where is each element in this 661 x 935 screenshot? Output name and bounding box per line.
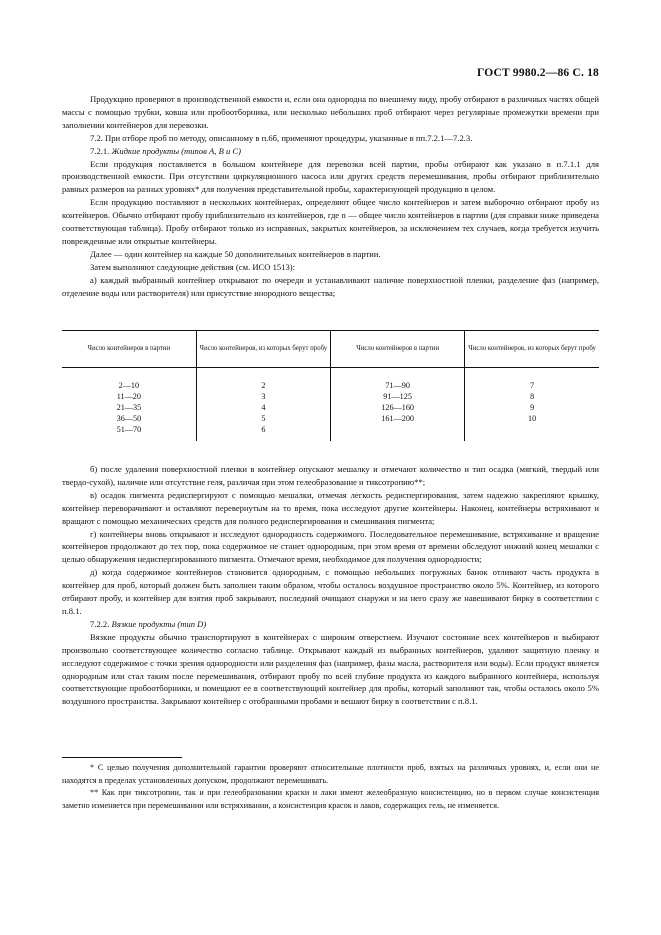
footnote-divider bbox=[62, 757, 182, 758]
table-header-cell: Число контейнеров, из которых берут пробу bbox=[465, 331, 599, 368]
section-number: 7.2.1. bbox=[90, 145, 112, 156]
paragraph: д) когда содержимое контейнеров становится однородным, с помощью небольших погружных банок отливают часть продукта в контейнер для проб, который должен быть заполнен таким образом, чтобы осталось воздушное пространство около 5%. Контейнер, из которого отбирают пробу, и контейнер для взятия проб закрывают, последний очищают снаружи и на него сразу же навешивают бирку в соответствии с п.8.1. bbox=[62, 567, 599, 616]
table-header-cell: Число контейнеров, из которых берут пробу bbox=[196, 331, 330, 368]
table-cell: 21—35 bbox=[116, 403, 142, 412]
footnote: ** Как при тиксотропии, так и при гелеобразовании краски и лаки имеют желеобразную консистенцию, но в первом случае консистенция заметно изменяется при перемешивании или встряхивании, а консистенция красок и лаков, содержащих гель, не изменяется. bbox=[62, 788, 599, 810]
page-header: ГОСТ 9980.2—86 С. 18 bbox=[476, 67, 599, 79]
table-row bbox=[62, 368, 599, 392]
paragraph: Вязкие продукты обычно транспортируют в контейнерах с широким отверстием. Изучают состояние всех контейнеров и выбирают произвольно соответствующее количество согласно таблице. Открывают каждый из выбранных контейнеров, удаляют защитную пленку и исследуют содержимое с точки зрения однородности или разделения фаз (например, фазы масла, растворителя или воды). Если продукт является однородным или стал таким после перемешивания, отбирают пробу по всей глубине продукта из каждого выбранного контейнера, используя соответствующие пробоотборники, и помещают ее в соответствующий контейнер для пробы, который заполняют так, чтобы осталось около 5% воздушного пространства. Закрывают контейнер с отобранными пробами и вешают бирку в соответствии с п.8.1. bbox=[62, 631, 599, 707]
paragraph: а) каждый выбранный контейнер открывают по очереди и устанавливают наличие поверхностной пленки, разделение фаз (например, отделение воды или растворителя) или присутствие инородного вещества; bbox=[62, 274, 599, 298]
table-cell: 5 bbox=[196, 413, 330, 424]
table-cell: 91—125 bbox=[331, 391, 465, 402]
footnote: * С целью получения дополнительной гарантии проверяют относительные плотности проб, взятых на различных уровнях, и, если они не находятся в пределах установленных допуском, продолжают перемешивать. bbox=[62, 763, 599, 785]
section-title: Вязкие продукты (тип D) bbox=[111, 618, 207, 629]
section-title: Жидкие продукты (типов А, В и С) bbox=[111, 145, 242, 156]
table-header-cell: Число контейнеров в партии bbox=[62, 331, 196, 368]
table-cell bbox=[331, 424, 465, 441]
table-cell: 2—10 bbox=[118, 381, 140, 390]
paragraph: Далее — один контейнер на каждые 50 дополнительных контейнеров в партии. bbox=[90, 248, 381, 259]
section-heading bbox=[62, 145, 599, 158]
table-row bbox=[62, 402, 599, 413]
table-cell: 161—200 bbox=[331, 413, 465, 424]
table-cell: 51—70 bbox=[116, 425, 142, 434]
table-row bbox=[62, 391, 599, 402]
table-cell: 2 bbox=[196, 368, 330, 392]
paragraph: Продукцию проверяют в производственной емкости и, если она однородна по внешнему виду, пробу отбирают в различных частях общей массы с помощью трубки, ковша или пробоотборника, или несколько небольших проб отбирают через регулярные промежутки времени при заполнении контейнеров для перевозки. bbox=[62, 94, 599, 130]
paragraph: Если продукцию поставляют в нескольких контейнерах, определяют общее число контейнеров и затем выборочно отбирают пробу из контейнеров. Обычно отбирают пробу приблизительно из контейнеров, где n — общее число контейнеров в партии (для справки ниже приведена соответствующая таблица). Пробу отбирают только из исправных, закрытых контейнеров, за исключением тех случаев, когда требуется изучить поврежденные или открытые контейнеры. bbox=[62, 197, 599, 246]
table-cell: 7 bbox=[465, 368, 599, 392]
table-cell: 3 bbox=[196, 391, 330, 402]
table-cell bbox=[465, 424, 599, 441]
table-row bbox=[62, 424, 599, 441]
paragraph: г) контейнеры вновь открывают и исследуют однородность содержимого. Последовательное перемешивание, встряхивание и вращение контейнеров продолжают до тех пор, пока содержимое не станет однородным, при этом время от времени обследуют нижний конец мешалки с целью обнаружения недиспергированного пигмента. Отмечают время, необходимое для получения однородности; bbox=[62, 528, 599, 565]
section-number: 7.2.2. bbox=[90, 618, 112, 629]
paragraph: б) после удаления поверхностной пленки в контейнер опускают мешалку и отмечают количество и тип осадка (мягкий, твердый или твердо-сухой), наличие или отсутствие геля, различая при этом гелеобразование и тиксотропию**; bbox=[62, 464, 599, 487]
paragraph: Если продукция поставляется в большом контейнере для перевозки всей партии, пробы отбирают как указано в п.7.1.1 для производственной емкости. При отсутствии циркуляционного насоса или других средств перемешивания, пробы отбирают приблизительно равных размеров на разных уровнях* для получения представительной пробы, характеризующей продукцию в целом. bbox=[62, 158, 599, 195]
table-cell: 71—90 bbox=[331, 368, 465, 392]
table-cell: 8 bbox=[465, 391, 599, 402]
table-header-cell: Число контейнеров в партии bbox=[331, 331, 465, 368]
table-cell: 4 bbox=[196, 402, 330, 413]
table-cell: 126—160 bbox=[331, 402, 465, 413]
section-heading bbox=[62, 618, 599, 631]
table-cell: 9 bbox=[465, 402, 599, 413]
upper-text bbox=[62, 93, 599, 300]
footnotes bbox=[62, 762, 599, 812]
paragraph: Затем выполняют следующие действия (см. ИСО 1513): bbox=[90, 261, 296, 272]
paragraph: в) осадок пигмента редиспергируют с помощью мешалки, отмечая легкость редиспергирования, затем надежно закрепляют крышку, контейнер переворачивают и оставляют перевернутым на то время, пока исследуют другие контейнеры. Наконец, контейнеры встряхивают и вращают с помощью механических средств для полного редиспергирования и смешивания пигмента; bbox=[62, 489, 599, 526]
sampling-table bbox=[62, 330, 599, 441]
table-row bbox=[62, 413, 599, 424]
table-header-row bbox=[62, 331, 599, 368]
lower-text bbox=[62, 463, 599, 708]
table-cell: 11—20 bbox=[116, 392, 141, 401]
paragraph: 7.2. При отборе проб по методу, описанному в п.6б, применяют процедуры, указанные в пп.7.2.1—7.2.3. bbox=[90, 132, 473, 143]
table-cell: 36—50 bbox=[116, 414, 142, 423]
table-cell: 6 bbox=[196, 424, 330, 441]
table-cell: 10 bbox=[465, 413, 599, 424]
